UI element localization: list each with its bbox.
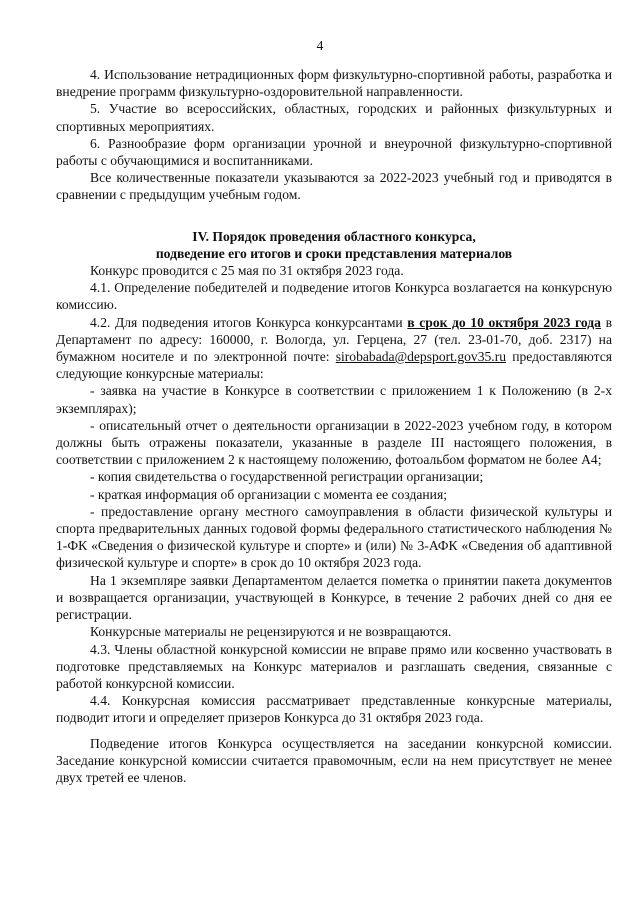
paragraph-indicators-note: Все количественные показатели указываются за 2022-2023 учебный год и приводятся в сравнении с предыдущим учебным годом. [56,170,612,203]
list-item: - заявка на участие в Конкурсе в соответствии с приложением 1 к Положению (в 2-х экземплярах); [56,383,612,416]
page-number: 4 [316,38,324,53]
p42-deadline: в срок до 10 октября 2023 года [407,314,601,330]
p42-text-b: в Департамент по адресу: 160000, г. Вологда, ул. Герцена, 27 (тел. 23-01-70, доб. 2317) на бумажном носителе и по электронной почте: [56,314,612,365]
p42-text-a: 4.2. Для подведения итогов Конкурса конкурсантами [90,314,408,330]
p42-text-c: предоставляются следующие конкурсные материалы: [56,349,612,382]
paragraph-contest-dates: Конкурс проводится с 25 мая по 31 октября 2023 года. [90,263,404,279]
paragraph-4-3: 4.3. Члены областной конкурсной комиссии не вправе прямо или косвенно участвовать в подготовке представляемых на Конкурс материалов и разглашать сведения, связанные с работой конкурсной комиссии. [56,641,612,691]
paragraph-item-6: 6. Разнообразие форм организации урочной и внеурочной физкультурно-спортивной работы с обучающимися и воспитанниками. [56,135,612,169]
paragraph-copy-mark: На 1 экземпляре заявки Департаментом делается пометка о принятии пакета документов и возвращается организации, участвующей в Конкурсе, в течение 2 рабочих дней со дня ее регистрации. [56,572,612,623]
paragraph-item-5: 5. Участие во всероссийских, областных, городских и районных физкультурных и спортивных мероприятиях. [56,101,612,134]
paragraph-4-4: 4.4. Конкурсная комиссия рассматривает представленные конкурсные материалы, подводит итоги и определяет призеров Конкурса до 31 октября 2023 года. [56,693,612,726]
paragraph-no-review: Конкурсные материалы не рецензируются и не возвращаются. [90,624,452,640]
section-heading [56,228,612,262]
list-item: - предоставление органу местного самоуправления в области физической культуры и спорта предварительных данных годовой формы федерального статистического наблюдения № 1-ФК «Сведения о физической культуре и спорте» и (или) № 3-АФК «Сведения об адаптивной физической культуре и спорте» в срок до 10 октября 2023 года. [56,503,612,571]
list-item: - копия свидетельства о государственной регистрации организации; [90,469,484,485]
paragraph-4-1: 4.1. Определение победителей и подведение итогов Конкурса возлагается на конкурсную комиссию. [56,280,612,313]
paragraph-item-4: 4. Использование нетрадиционных форм физкультурно-спортивной работы, разработка и внедрение программ физкультурно-оздоровительной направленности. [56,67,612,100]
document-body [56,66,612,786]
paragraph-summary: Подведение итогов Конкурса осуществляется на заседании конкурсной комиссии. Заседание конкурсной комиссии считается правомочным, если на нем присутствует не менее двух третей ее членов. [56,735,612,785]
section-heading-line2: подведение его итогов и сроки представления материалов [155,245,513,261]
paragraph-4-2 [56,314,612,383]
list-item: - краткая информация об организации с момента ее создания; [90,486,447,502]
list-item: - описательный отчет о деятельности организации в 2022-2023 учебном году, в котором должны быть отражены показатели, указанные в разделе III настоящего положения, в соответствии с приложением 2 к настоящему положению, фотоальбом форматом не более А4; [56,417,612,468]
email-link[interactable]: sirobabada@depsport.gov35.ru [335,349,507,365]
section-heading-line1: IV. Порядок проведения областного конкурса, [192,228,476,244]
